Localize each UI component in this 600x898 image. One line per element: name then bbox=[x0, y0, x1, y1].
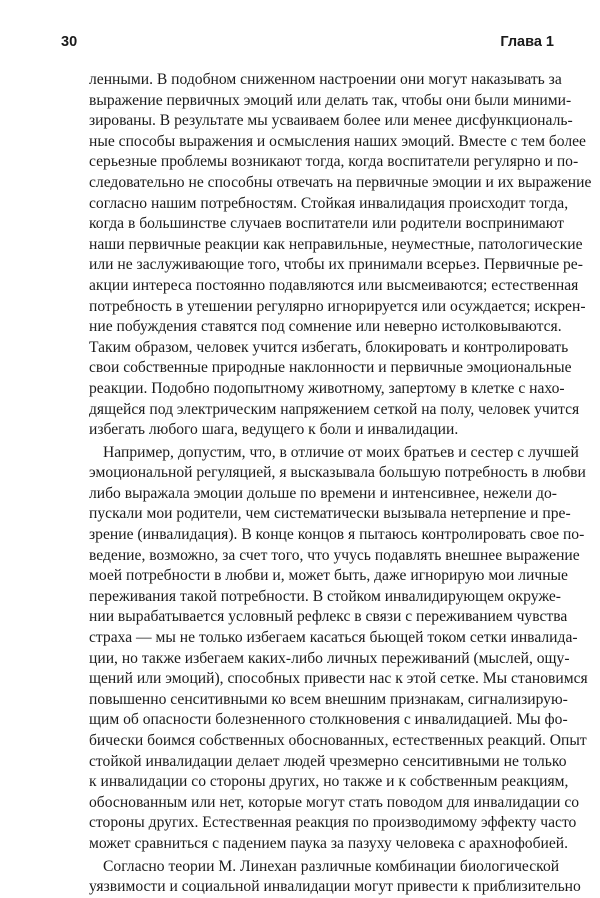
text-line: ные способы выражения и осмысления наших эмоций. Вместе с тем более bbox=[89, 132, 586, 150]
text-line: пускали мои родители, чем систематически вызывала нетерпение и пре- bbox=[89, 505, 571, 523]
text-line: щений или эмоций), способных привести нас к этой сетке. Мы становимся bbox=[89, 670, 588, 688]
paragraph bbox=[89, 443, 588, 855]
text-line: моей потребности в любви и, может быть, даже игнорирую мои личные bbox=[89, 567, 568, 585]
chapter-title: Глава 1 bbox=[500, 34, 554, 50]
page-number: 30 bbox=[61, 34, 78, 50]
text-line: дящейся под электрическим напряжением сеткой на полу, человек учится bbox=[89, 400, 580, 418]
text-line: ленными. В подобном сниженном настроении они могут наказывать за bbox=[89, 71, 562, 88]
text-line: когда в большинстве случаев воспитатели или родители воспринимают bbox=[89, 215, 564, 233]
text-line: обоснованным или нет, которые могут стать поводом для инвалидации со bbox=[89, 793, 580, 811]
text-line: ведение, возможно, за счет того, что учусь подавлять внешнее выражение bbox=[89, 546, 580, 564]
paragraph bbox=[89, 857, 581, 898]
text-line: эмоциональной регуляцией, я высказывала большую потребность в любви bbox=[89, 464, 586, 482]
text-line: Например, допустим, что, в отличие от моих братьев и сестер с лучшей bbox=[103, 443, 579, 461]
text-line: следовательно не способны отвечать на первичные эмоции и их выражение bbox=[89, 173, 592, 191]
text-line: согласно нашим потребностям. Стойкая инвалидация происходит тогда, bbox=[89, 194, 569, 212]
text-line: Согласно теории М. Линехан различные комбинации биологической bbox=[103, 857, 560, 875]
text-line: либо выражала эмоции дольше по времени и интенсивнее, нежели до- bbox=[89, 484, 557, 502]
text-line: зированы. В результате мы усваиваем более или менее дисфункциональ- bbox=[89, 112, 573, 130]
text-line: щим об опасности болезненного столкновения с инвалидацией. Мы фо- bbox=[89, 711, 568, 729]
text-line: может сравниться с падением паука за пазуху человека с арахнофобией. bbox=[89, 834, 569, 852]
text-line: ние побуждения ставятся под сомнение или неверно истолковываются. bbox=[89, 318, 562, 336]
text-line: к инвалидации со стороны других, но также и к собственным реакциям, bbox=[89, 773, 569, 791]
text-line: переживания такой потребности. В стойком инвалидирующем окруже- bbox=[89, 587, 561, 605]
text-line: зрение (инвалидация). В конце концов я пытаюсь контролировать свое по- bbox=[89, 526, 585, 544]
text-line: потребность в утешении регулярно игнорируется или осуждается; искрен- bbox=[89, 297, 586, 315]
paragraph bbox=[89, 70, 592, 441]
text-line: или не заслуживающие того, чтобы их принимали всерьез. Первичные ре- bbox=[89, 256, 583, 274]
text-line: выражение первичных эмоций или делать так, чтобы они были миними- bbox=[89, 91, 572, 109]
running-header bbox=[61, 34, 554, 54]
text-line: свои собственные природные наклонности и первичные эмоциональные bbox=[89, 359, 572, 377]
text-line: серьезные проблемы возникают тогда, когда воспитатели регулярно и по- bbox=[89, 153, 579, 171]
text-line: реакции. Подобно подопытному животному, запертому в клетке с нахо- bbox=[89, 379, 565, 397]
text-line: акции интереса постоянно подавляются или высмеиваются; естественная bbox=[89, 276, 579, 294]
text-line: повышенно сенситивными ко всем внешним признакам, сигнализирую- bbox=[89, 690, 568, 708]
body-text bbox=[89, 70, 592, 898]
text-line: Таким образом, человек учится избегать, блокировать и контролировать bbox=[89, 338, 569, 356]
text-line: уязвимости и социальной инвалидации могут привести к приблизительно bbox=[89, 878, 581, 896]
text-line: стойкой инвалидации делает людей чрезмерно сенситивными не только bbox=[89, 752, 567, 770]
text-line: страха — мы не только избегаем касаться бьющей током сетки инвалида- bbox=[89, 629, 578, 647]
text-line: ции, но также избегаем каких-либо личных переживаний (мыслей, ощу- bbox=[89, 649, 570, 667]
text-line: наши первичные реакции как неправильные, неуместные, патологические bbox=[89, 235, 583, 253]
text-line: нии вырабатывается условный рефлекс в связи с переживанием чувства bbox=[89, 608, 568, 626]
text-line: бически боимся собственных обоснованных, естественных реакций. Опыт bbox=[89, 732, 587, 749]
text-line: стороны других. Естественная реакция по производимому эффекту часто bbox=[89, 814, 577, 832]
text-line: избегать любого шага, ведущего к боли и инвалидации. bbox=[89, 421, 459, 439]
